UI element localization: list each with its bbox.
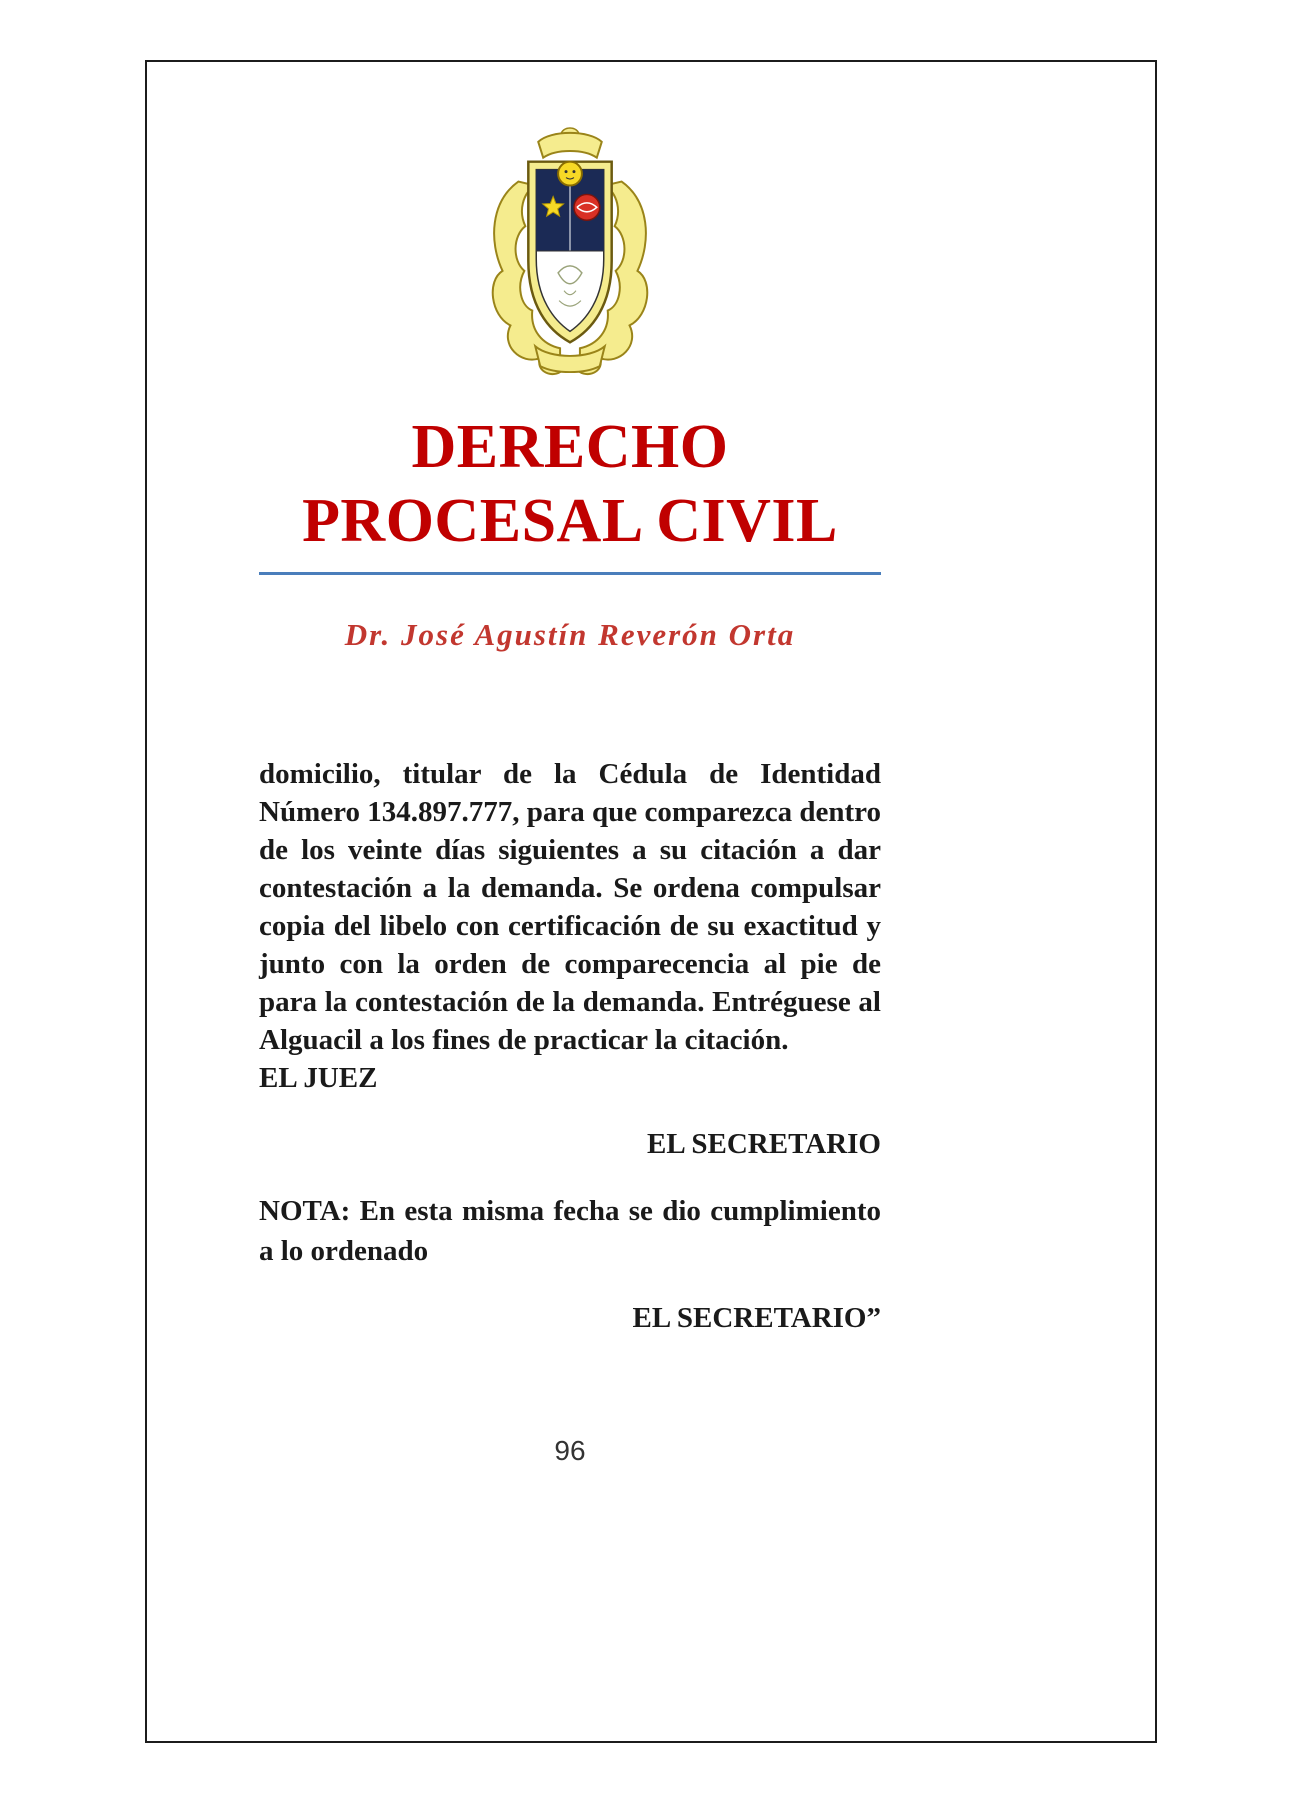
nota-paragraph: NOTA: En esta misma fecha se dio cumplimiento a lo ordenado — [259, 1195, 881, 1267]
body-paragraph: domicilio, titular de la Cédula de Identidad Número 134.897.777, para que comparezca dentro de los veinte días siguientes a su citación a dar contestación a la demanda. Se ordena compulsar copia del libelo con certificación de su exactitud y junto con la orden de comparecencia al pie de para la contestación de la demanda. Entréguese al Alguacil a los fines de practicar la citación. — [259, 758, 881, 1056]
title-divider — [259, 572, 881, 575]
page-border — [145, 60, 1157, 1743]
book-title — [259, 410, 881, 558]
book-title-line2: PROCESAL CIVIL — [302, 487, 838, 555]
author-name: Dr. José Agustín Reverón Orta — [344, 617, 796, 652]
page-number: 96 — [554, 1435, 586, 1466]
signature-el-secretario-2: EL SECRETARIO” — [632, 1302, 881, 1334]
book-title-line1: DERECHO — [411, 413, 729, 481]
page-content — [259, 97, 881, 1467]
signature-el-juez: EL JUEZ — [259, 1062, 378, 1094]
coat-of-arms-icon — [480, 122, 660, 380]
signature-el-secretario-1: EL SECRETARIO — [647, 1128, 881, 1160]
